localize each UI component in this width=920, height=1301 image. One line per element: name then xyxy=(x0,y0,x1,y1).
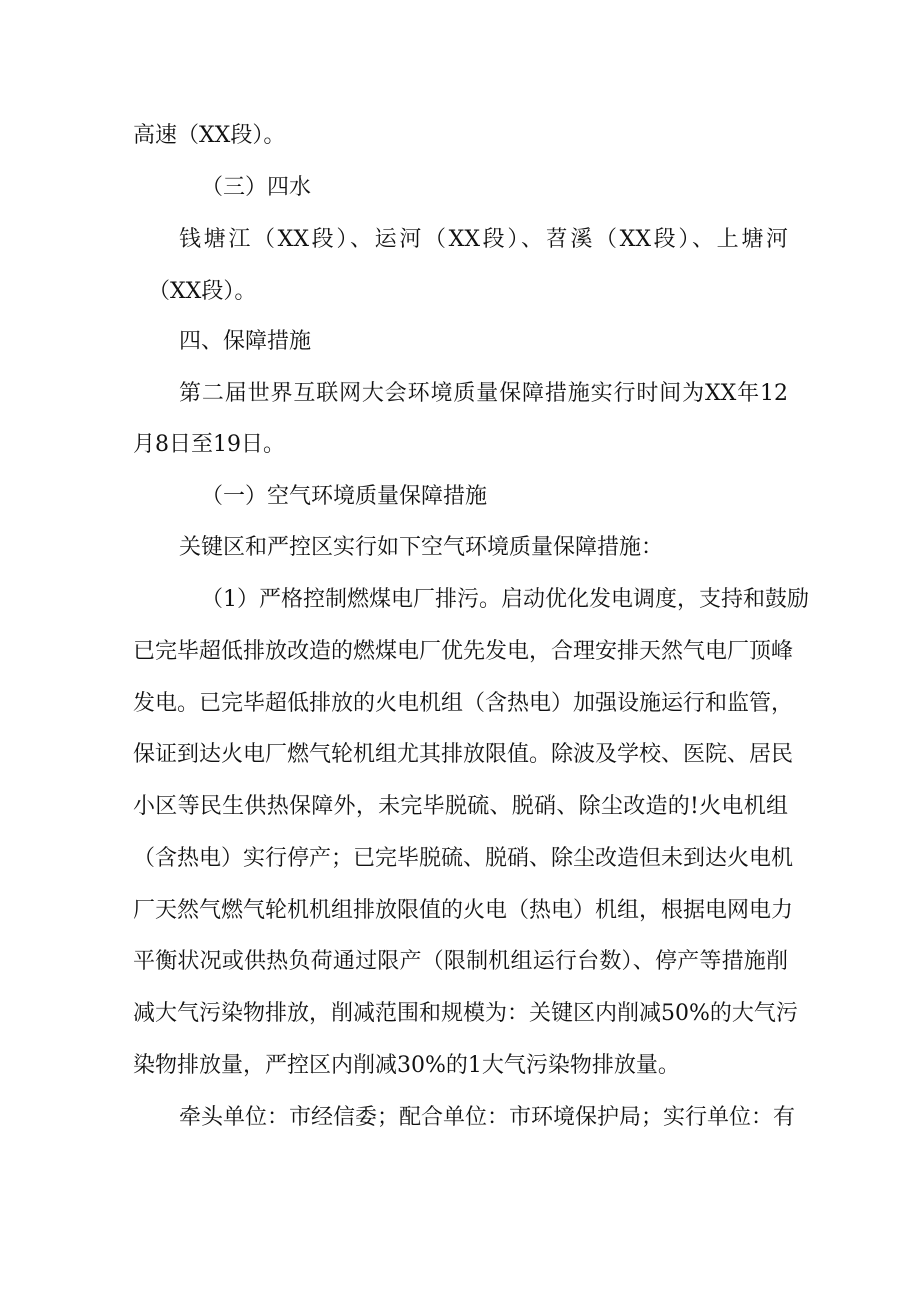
text-line-15: （含热电）实行停产；已完毕脱硫、脱硝、除尘改造但未到达火电机 xyxy=(133,846,794,871)
text-line-14: 小区等民生供热保障外，未完毕脱硫、脱硝、除尘改造的!火电机组 xyxy=(133,794,788,819)
text-line-16: 厂天然气燃气轮机机组排放限值的火电（热电）机组，根据电网电力 xyxy=(133,898,794,923)
text-line-10: （1）严格控制燃煤电厂排污。启动优化发电调度，支持和鼓励 xyxy=(201,587,809,612)
text-line-20: 牵头单位：市经信委；配合单位：市环境保护局；实行单位：有 xyxy=(179,1105,796,1130)
section-heading-guarantee-measures: 四、保障措施 xyxy=(179,329,312,354)
text-line-18: 减大气污染物排放，削减范围和规模为：关键区内削减50%的大气污 xyxy=(133,1001,798,1026)
text-line-3: 钱塘江（XX段）、运河（XX段）、苕溪（XX段）、上塘河 xyxy=(179,227,788,252)
section-heading-three-four-waters: （三）四水 xyxy=(201,175,312,200)
text-line-19: 染物排放量，严控区内削减30%的1大气污染物排放量。 xyxy=(133,1053,680,1078)
text-line-17: 平衡状况或供热负荷通过限产（限制机组运行台数）、停产等措施削 xyxy=(133,949,788,974)
text-line-12: 发电。已完毕超低排放的火电机组（含热电）加强设施运行和监管， xyxy=(133,691,794,716)
text-line-7: 月8日至19日。 xyxy=(133,432,285,457)
text-line-1: 高速（XX段）。 xyxy=(133,123,286,148)
text-line-11: 已完毕超低排放改造的燃煤电厂优先发电，合理安排天然气电厂顶峰 xyxy=(133,639,794,664)
text-line-9: 关键区和严控区实行如下空气环境质量保障措施： xyxy=(179,535,664,560)
text-line-6: 第二届世界互联网大会环境质量保障措施实行时间为XX年12 xyxy=(179,381,788,406)
text-line-4: （XX段）。 xyxy=(148,279,257,304)
text-line-13: 保证到达火电厂燃气轮机组尤其排放限值。除波及学校、医院、居民 xyxy=(133,742,794,767)
section-heading-air-quality-measures: （一）空气环境质量保障措施 xyxy=(201,484,488,509)
